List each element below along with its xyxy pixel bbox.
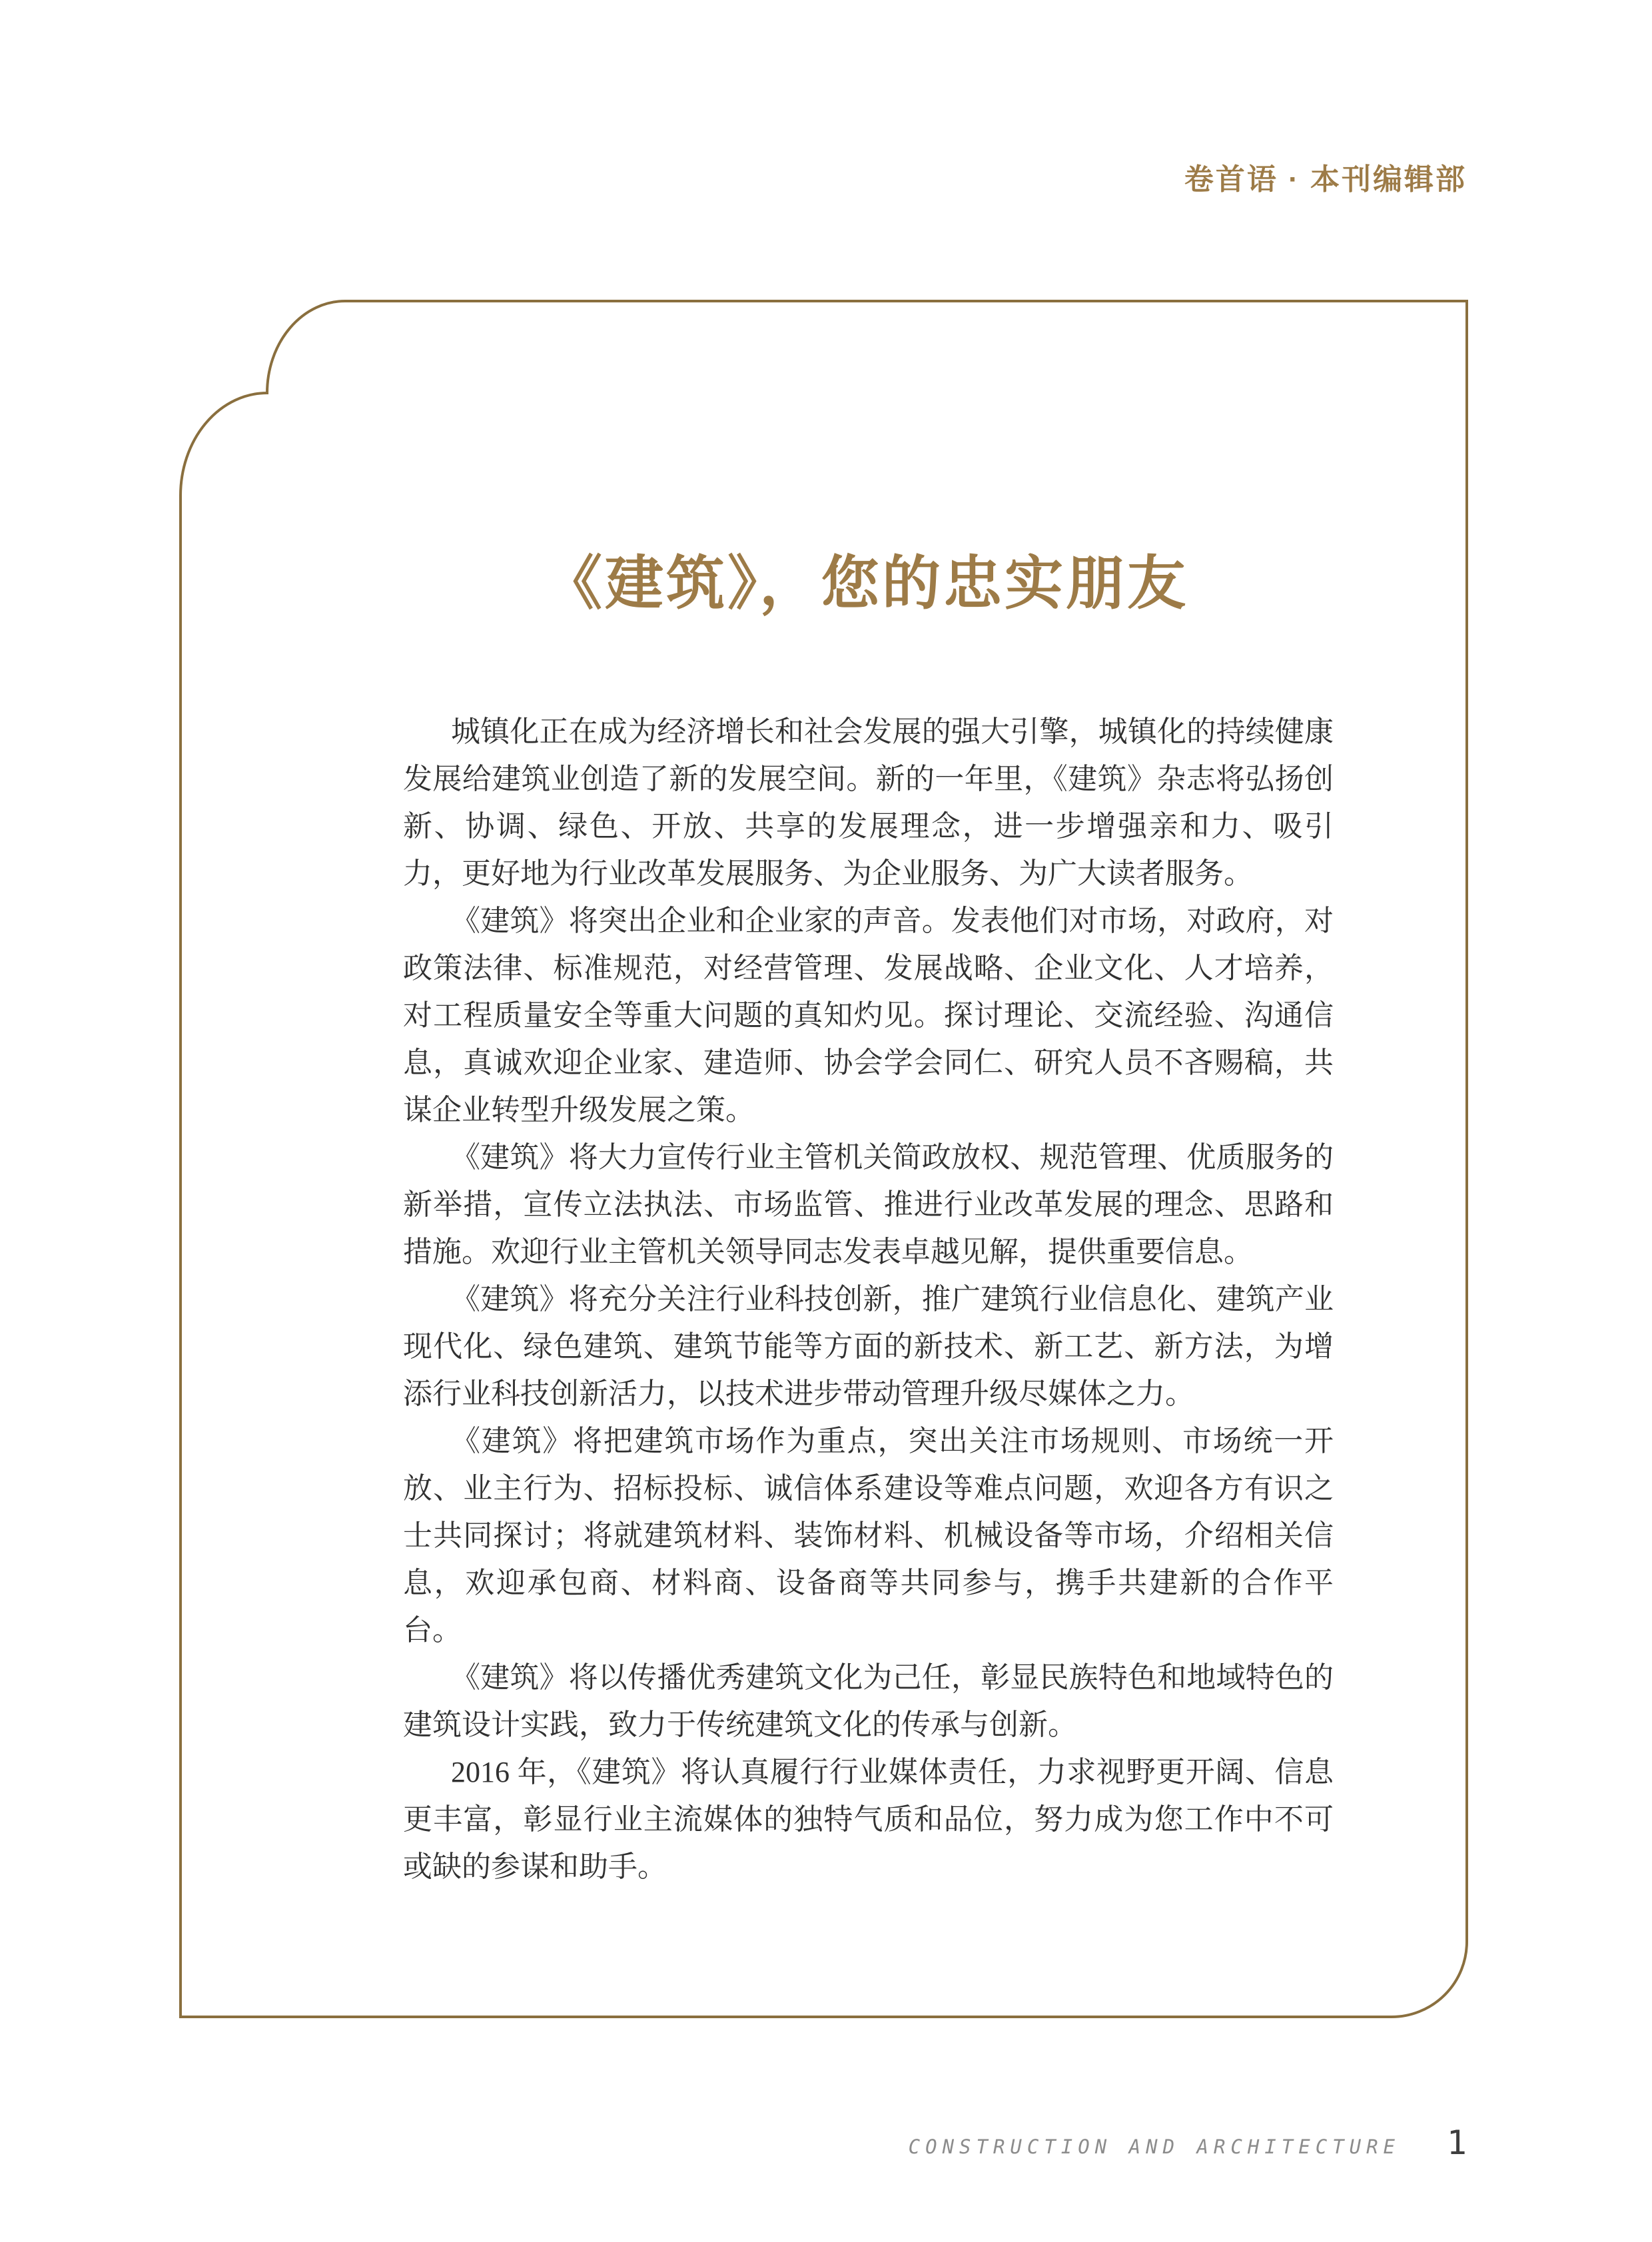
footer-journal-name: CONSTRUCTION AND ARCHITECTURE xyxy=(908,2135,1400,2158)
paragraph: 《建筑》将充分关注行业科技创新，推广建筑行业信息化、建筑产业现代化、绿色建筑、建筑节能等方面的新技术、新工艺、新方法，为增添行业科技创新活力，以技术进步带动管理升级尽媒体之力。 xyxy=(403,1283,1334,1410)
page-title: 《建筑》，您的忠实朋友 xyxy=(543,550,1188,616)
footer-page-number: 1 xyxy=(1446,2123,1467,2162)
article-body xyxy=(403,708,1334,1890)
paragraph: 《建筑》将把建筑市场作为重点，突出关注市场规则、市场统一开放、业主行为、招标投标、诚信体系建设等难点问题，欢迎各方有识之士共同探讨；将就建筑材料、装饰材料、机械设备等市场，介绍相关信息，欢迎承包商、材料商、设备商等共同参与，携手共建新的合作平台。 xyxy=(403,1425,1334,1647)
paragraph: 《建筑》将以传播优秀建筑文化为己任，彰显民族特色和地域特色的建筑设计实践，致力于传统建筑文化的传承与创新。 xyxy=(403,1661,1334,1741)
paragraph: 城镇化正在成为经济增长和社会发展的强大引擎，城镇化的持续健康发展给建筑业创造了新的发展空间。新的一年里，《建筑》杂志将弘扬创新、协调、绿色、开放、共享的发展理念，进一步增强亲和力、吸引力，更好地为行业改革发展服务、为企业服务、为广大读者服务。 xyxy=(403,715,1334,890)
paragraph: 2016 年，《建筑》将认真履行行业媒体责任，力求视野更开阔、信息更丰富，彰显行业主流媒体的独特气质和品位，努力成为您工作中不可或缺的参谋和助手。 xyxy=(403,1756,1334,1883)
paragraph: 《建筑》将突出企业和企业家的声音。发表他们对市场，对政府，对政策法律、标准规范，对经营管理、发展战略、企业文化、人才培养，对工程质量安全等重大问题的真知灼见。探讨理论、交流经验、沟通信息，真诚欢迎企业家、建造师、协会学会同仁、研究人员不吝赐稿，共谋企业转型升级发展之策。 xyxy=(403,905,1334,1126)
section-header: 卷首语 · 本刊编辑部 xyxy=(1184,163,1467,196)
paragraph: 《建筑》将大力宣传行业主管机关简政放权、规范管理、优质服务的新举措，宣传立法执法、市场监管、推进行业改革发展的理念、思路和措施。欢迎行业主管机关领导同志发表卓越见解，提供重要信息。 xyxy=(403,1141,1334,1268)
